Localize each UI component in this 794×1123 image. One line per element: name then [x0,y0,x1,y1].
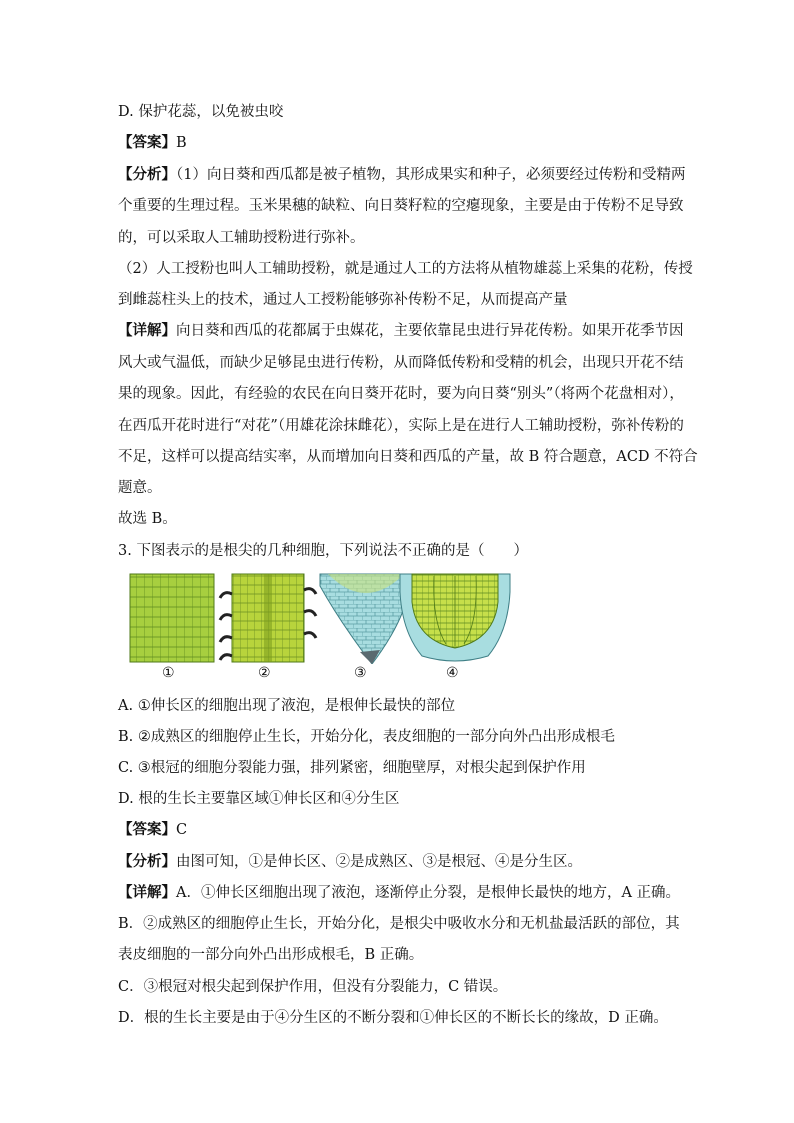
option-c: C. ③根冠的细胞分裂能力强，排列紧密，细胞壁厚，对根尖起到保护作用 [118,760,586,776]
figure-label-4: ④ [446,665,459,681]
answer-value: B [176,135,187,151]
analysis-tag: 【分析】 [118,166,176,183]
answer-line [118,133,187,153]
analysis-line: （2）人工授粉也叫人工辅助授粉，就是通过人工的方法将从植物雄蕊上采集的花粉，传授 [118,261,693,277]
analysis-line: 的，可以采取人工辅助授粉进行弥补。 [118,230,365,246]
explanation-line: 不足，这样可以提高结实率，从而增加向日葵和西瓜的产量，故 B 符合题意，ACD 不符合 [118,449,698,465]
option-a: A. ①伸长区的细胞出现了液泡，是根伸长最快的部位 [118,698,456,714]
answer-value: C [176,822,188,838]
meristem-cells [400,574,510,661]
explanation-line [118,883,680,903]
option-b: B. ②成熟区的细胞停止生长，开始分化，表皮细胞的一部分向外凸出形成根毛 [118,729,615,745]
conclusion-line: 故选 B。 [118,511,177,527]
explanation-line: 果的现象。因此，有经验的农民在向日葵开花时，要为向日葵“别头”（将两个花盘相对）， [118,386,684,402]
analysis-text: （1）向日葵和西瓜都是被子植物，其形成果实和种子，必须要经过传粉和受精两 [176,167,686,183]
answer-line [118,820,187,840]
option-d-line: D. 保护花蕊，以免被虫咬 [118,104,284,120]
answer-tag: 【答案】 [118,134,176,151]
explanation-line [118,321,684,341]
explanation-line: 表皮细胞的一部分向外凸出形成根毛，B 正确。 [118,947,424,963]
explanation-line: 题意。 [118,480,162,496]
explanation-line: D．根的生长主要是由于④分生区的不断分裂和①伸长区的不断长长的缘故，D 正确。 [118,1010,668,1026]
analysis-line: 个重要的生理过程。玉米果穗的缺粒、向日葵籽粒的空瘪现象，主要是由于传粉不足导致 [118,198,684,214]
figure-label-2: ② [258,665,271,681]
explanation-text: A．①伸长区细胞出现了液泡，逐渐停止分裂，是根伸长最快的地方，A 正确。 [176,885,681,901]
explanation-text: 向日葵和西瓜的花都属于虫媒花，主要依靠昆虫进行异花传粉。如果开花季节因 [176,323,684,339]
explanation-line: C．③根冠对根尖起到保护作用，但没有分裂能力，C 错误。 [118,979,508,995]
root-cells-image [128,572,512,664]
answer-tag: 【答案】 [118,821,176,838]
analysis-line [118,852,582,872]
figure-label-1: ① [162,665,175,681]
explanation-tag: 【详解】 [118,884,176,901]
maturation-zone-cells [220,574,316,662]
analysis-line [118,165,685,185]
option-d: D. 根的生长主要靠区域①伸长区和④分生区 [118,791,400,807]
question-3: 3. 下图表示的是根尖的几种细胞，下列说法不正确的是（ ） [118,543,528,559]
explanation-line: 风大或气温低，而缺少足够昆虫进行传粉，从而降低传粉和受精的机会，出现只开花不结 [118,355,684,371]
explanation-line: 在西瓜开花时进行“对花”（用雄花涂抹雌花），实际上是在进行人工辅助授粉，弥补传粉的 [118,418,684,434]
analysis-line: 到雌蕊柱头上的技术，通过人工授粉能够弥补传粉不足，从而提高产量 [118,292,568,308]
figure-label-3: ③ [354,665,367,681]
elongation-zone-cells [130,574,214,662]
analysis-tag: 【分析】 [118,853,176,870]
explanation-line: B．②成熟区的细胞停止生长，开始分化，是根尖中吸收水分和无机盐最活跃的部位，其 [118,916,680,932]
explanation-tag: 【详解】 [118,322,176,339]
analysis-text: 由图可知，①是伸长区、②是成熟区、③是根冠、④是分生区。 [176,854,582,870]
root-cap-cells [320,574,410,664]
